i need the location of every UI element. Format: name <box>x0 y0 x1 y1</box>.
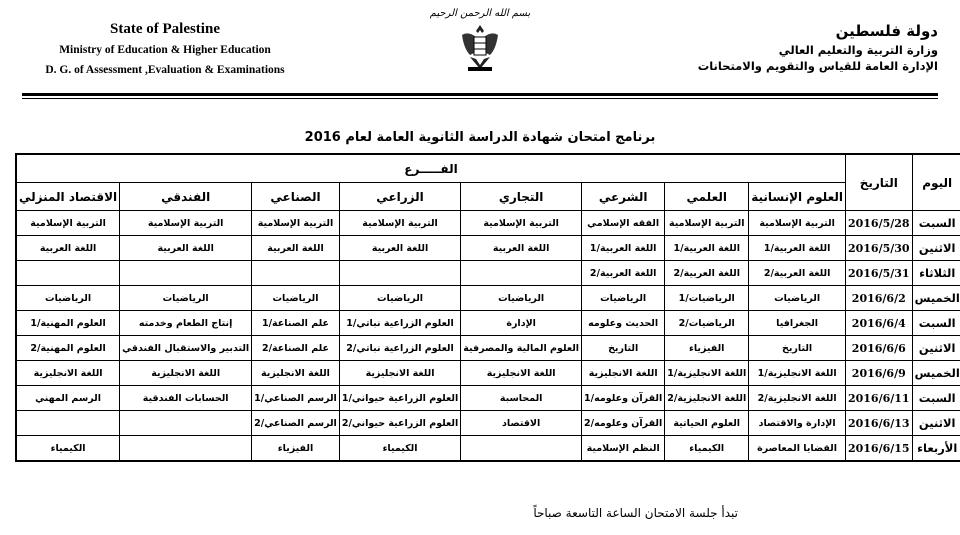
date-cell: 2016/6/2 <box>845 286 912 311</box>
header-arabic <box>648 20 938 74</box>
subject-cell: علم الصناعة/1 <box>252 311 340 336</box>
subject-cell: اللغة الانجليزية <box>461 361 582 386</box>
subject-cell: الحسابات الفندقية <box>120 386 252 411</box>
subject-cell <box>16 261 120 286</box>
subject-cell: اللغة العربية/2 <box>665 261 749 286</box>
day-cell: الاثنين <box>912 236 960 261</box>
subject-cell: الرسم الصناعي/1 <box>252 386 340 411</box>
day-cell: السبت <box>912 311 960 336</box>
subject-cell: إنتاج الطعام وخدمته <box>120 311 252 336</box>
subject-cell: التربية الإسلامية <box>339 211 460 236</box>
subject-cell: اللغة العربية/2 <box>749 261 846 286</box>
header-english <box>30 18 300 80</box>
subject-cell: الفيزياء <box>665 336 749 361</box>
subject-cell <box>16 411 120 436</box>
subject-cell: التربية الإسلامية <box>461 211 582 236</box>
day-cell: الاثنين <box>912 411 960 436</box>
subject-cell: اللغة الانجليزية/2 <box>749 386 846 411</box>
table-row <box>16 236 960 261</box>
subject-cell: الرياضيات <box>120 286 252 311</box>
date-cell: 2016/5/31 <box>845 261 912 286</box>
table-row <box>16 361 960 386</box>
subject-cell: الرياضيات <box>461 286 582 311</box>
subject-cell: العلوم الزراعية نباتي/2 <box>339 336 460 361</box>
header-ar-ministry: وزارة التربية والتعليم العالي <box>778 43 938 57</box>
branch-header: الزراعي <box>339 183 460 211</box>
table-row <box>16 261 960 286</box>
subject-cell: العلوم المالية والمصرفية <box>461 336 582 361</box>
subject-cell: الحديث وعلومه <box>582 311 665 336</box>
day-cell: الخميس <box>912 361 960 386</box>
subject-cell: اللغة الانجليزية <box>120 361 252 386</box>
subject-cell: الرياضيات/1 <box>665 286 749 311</box>
branch-header: التجاري <box>461 183 582 211</box>
subject-cell: الإدارة والاقتصاد <box>749 411 846 436</box>
subject-cell: اللغة العربية <box>339 236 460 261</box>
table-row <box>16 411 960 436</box>
branch-header: العلمي <box>665 183 749 211</box>
subject-cell: الرياضيات <box>582 286 665 311</box>
header-divider <box>22 93 938 96</box>
date-column-header: التاريخ <box>845 154 912 211</box>
subject-cell: التربية الإسلامية <box>252 211 340 236</box>
header-divider-thin <box>22 98 938 99</box>
day-cell: الخميس <box>912 286 960 311</box>
subject-cell: العلوم الزراعية حيواني/1 <box>339 386 460 411</box>
subject-cell: اللغة العربية/1 <box>749 236 846 261</box>
subject-cell: العلوم الزراعية نباتي/1 <box>339 311 460 336</box>
branch-header: الفندقي <box>120 183 252 211</box>
subject-cell: اللغة الانجليزية/1 <box>665 361 749 386</box>
subject-cell: التاريخ <box>749 336 846 361</box>
subject-cell <box>461 436 582 462</box>
subject-cell: الإدارة <box>461 311 582 336</box>
subject-cell <box>252 261 340 286</box>
subject-cell: التربية الإسلامية <box>16 211 120 236</box>
subject-cell: العلوم المهنية/1 <box>16 311 120 336</box>
header-en-directorate: D. G. of Assessment ,Evaluation & Examinations <box>45 64 285 76</box>
day-cell: السبت <box>912 386 960 411</box>
date-cell: 2016/5/28 <box>845 211 912 236</box>
subject-cell <box>120 261 252 286</box>
subject-cell: اللغة الانجليزية <box>252 361 340 386</box>
subject-cell: اللغة الانجليزية/1 <box>749 361 846 386</box>
day-cell: الاثنين <box>912 336 960 361</box>
subject-cell: التاريخ <box>582 336 665 361</box>
date-cell: 2016/6/15 <box>845 436 912 462</box>
subject-cell: القرآن وعلومه/2 <box>582 411 665 436</box>
branch-header: الاقتصاد المنزلي <box>16 183 120 211</box>
subject-cell: اللغة الانجليزية <box>339 361 460 386</box>
subject-cell: العلوم الحياتية <box>665 411 749 436</box>
subject-cell: اللغة العربية/2 <box>582 261 665 286</box>
subject-cell: اللغة العربية/1 <box>582 236 665 261</box>
page-title: برنامج امتحان شهادة الدراسة الثانوية العامة لعام 2016 <box>304 130 656 145</box>
branch-header: العلوم الإنسانية <box>749 183 846 211</box>
table-row <box>16 436 960 462</box>
subject-cell: الرياضيات <box>339 286 460 311</box>
subject-cell: التدبير والاستقبال الفندقي <box>120 336 252 361</box>
date-cell: 2016/6/4 <box>845 311 912 336</box>
subject-cell: اللغة العربية <box>461 236 582 261</box>
subject-cell: اللغة العربية <box>16 236 120 261</box>
day-cell: السبت <box>912 211 960 236</box>
header-ar-directorate: الإدارة العامة للقياس والتقويم والامتحانات <box>697 59 938 73</box>
subject-cell: الرسم الصناعي/2 <box>252 411 340 436</box>
subject-cell: القضايا المعاصرة <box>749 436 846 462</box>
date-cell: 2016/6/9 <box>845 361 912 386</box>
branch-group-header: الفـــــرع <box>16 154 845 183</box>
header-en-ministry: Ministry of Education & Higher Education <box>59 44 271 56</box>
header-en-state: State of Palestine <box>110 21 220 37</box>
table-row <box>16 336 960 361</box>
subject-cell: الرياضيات <box>749 286 846 311</box>
subject-cell: علم الصناعة/2 <box>252 336 340 361</box>
subject-cell: اللغة الانجليزية <box>16 361 120 386</box>
date-cell: 2016/6/11 <box>845 386 912 411</box>
subject-cell: العلوم الزراعية حيواني/2 <box>339 411 460 436</box>
table-row <box>16 211 960 236</box>
subject-cell: الكيمياء <box>665 436 749 462</box>
day-cell: الثلاثاء <box>912 261 960 286</box>
subject-cell: الفيزياء <box>252 436 340 462</box>
subject-cell <box>339 261 460 286</box>
subject-cell: الفقه الإسلامي <box>582 211 665 236</box>
subject-cell: الجغرافيا <box>749 311 846 336</box>
day-column-header: اليوم <box>912 154 960 211</box>
subject-cell: اللغة الانجليزية <box>582 361 665 386</box>
date-cell: 2016/6/13 <box>845 411 912 436</box>
day-cell: الأربعاء <box>912 436 960 462</box>
subject-cell: التربية الإسلامية <box>665 211 749 236</box>
header-center <box>400 8 560 77</box>
exam-schedule-table <box>15 153 960 462</box>
palestine-eagle-emblem-icon <box>400 21 560 77</box>
date-cell: 2016/6/6 <box>845 336 912 361</box>
subject-cell: اللغة العربية <box>252 236 340 261</box>
subject-cell: اللغة العربية/1 <box>665 236 749 261</box>
subject-cell: التربية الإسلامية <box>749 211 846 236</box>
subject-cell: الرسم المهني <box>16 386 120 411</box>
subject-cell: الاقتصاد <box>461 411 582 436</box>
subject-cell: الكيمياء <box>339 436 460 462</box>
subject-cell: اللغة الانجليزية/2 <box>665 386 749 411</box>
subject-cell <box>120 436 252 462</box>
subject-cell: اللغة العربية <box>120 236 252 261</box>
table-row <box>16 386 960 411</box>
exam-start-note: تبدأ جلسة الامتحان الساعة التاسعة صباحاً <box>533 506 738 520</box>
subject-cell: النظم الإسلامية <box>582 436 665 462</box>
subject-cell: الكيمياء <box>16 436 120 462</box>
branch-header: الشرعي <box>582 183 665 211</box>
subject-cell <box>120 411 252 436</box>
table-row <box>16 286 960 311</box>
subject-cell <box>461 261 582 286</box>
subject-cell: الرياضيات/2 <box>665 311 749 336</box>
basmala: بسم الله الرحمن الرحيم <box>429 8 531 19</box>
subject-cell: الرياضيات <box>252 286 340 311</box>
subject-cell: الرياضيات <box>16 286 120 311</box>
subject-cell: المحاسبة <box>461 386 582 411</box>
date-cell: 2016/5/30 <box>845 236 912 261</box>
table-row <box>16 311 960 336</box>
branch-header: الصناعي <box>252 183 340 211</box>
subject-cell: القرآن وعلومه/1 <box>582 386 665 411</box>
subject-cell: العلوم المهنية/2 <box>16 336 120 361</box>
subject-cell: التربية الإسلامية <box>120 211 252 236</box>
header-ar-state: دولة فلسطين <box>835 22 938 40</box>
